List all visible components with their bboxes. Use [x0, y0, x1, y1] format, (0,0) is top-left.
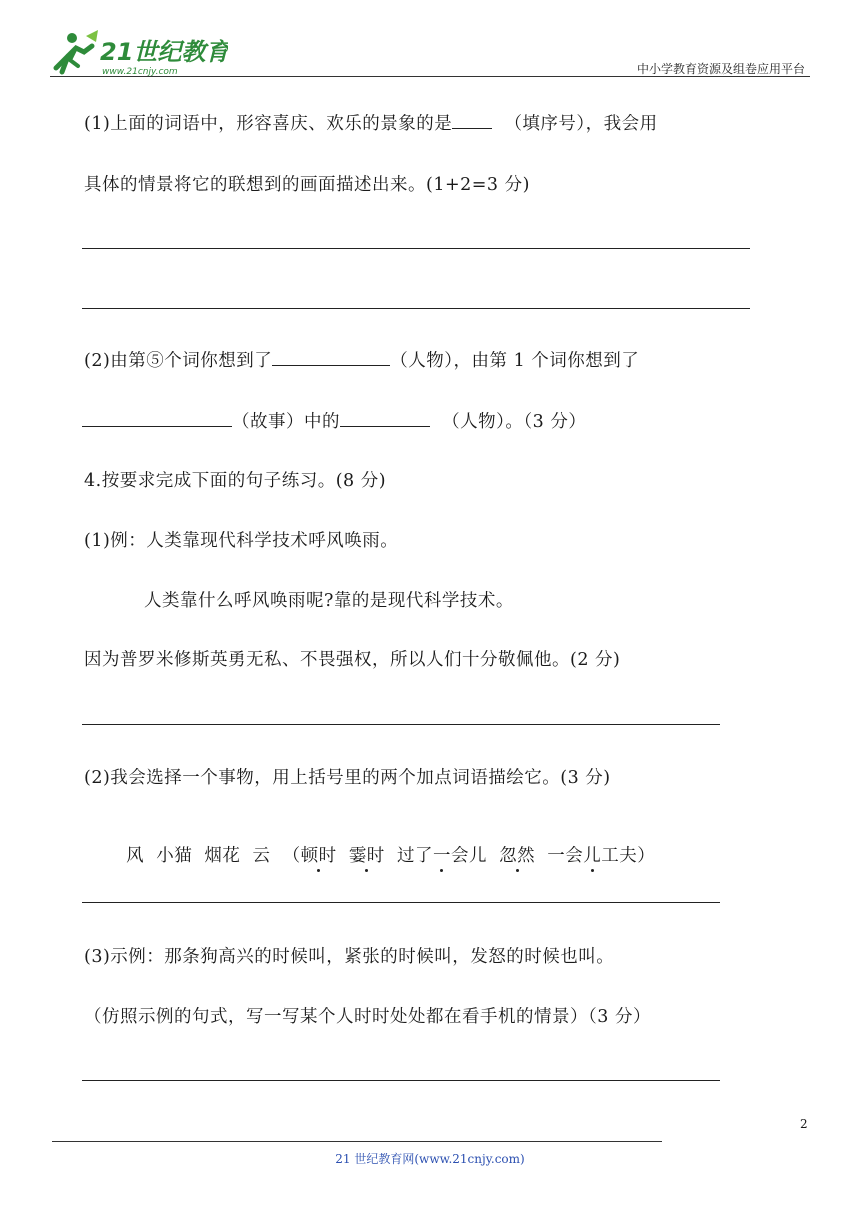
logo-text: 21世纪教育 [100, 38, 228, 66]
answer-line[interactable] [82, 248, 750, 249]
dotted-word: 过了一会儿 [396, 846, 487, 866]
answer-line[interactable] [82, 308, 750, 309]
q4-2-task: (2)我会选择一个事物，用上括号里的两个加点词语描绘它。(3 分) [84, 768, 611, 788]
q4-1-task: 因为普罗米修斯英勇无私、不畏强权，所以人们十分敬佩他。(2 分) [84, 650, 621, 670]
q4-2-words: 风 小猫 烟花 云 （顿时 霎时 过了一会儿 忽然 一会儿工夫） [126, 846, 656, 866]
q3-1-line2: 具体的情景将它的联想到的画面描述出来。(1+2=3 分) [84, 175, 530, 195]
q4-1-rewrite: 人类靠什么呼风唤雨呢?靠的是现代科学技术。 [144, 591, 514, 611]
thing-options: 风 小猫 烟花 云 [126, 846, 271, 866]
answer-blank[interactable] [82, 425, 232, 427]
q4-3-example: (3)示例：那条狗高兴的时候叫，紧张的时候叫，发怒的时候也叫。 [84, 947, 615, 967]
answer-blank[interactable] [340, 425, 430, 427]
answer-blank[interactable] [272, 364, 390, 366]
runner-icon [56, 30, 98, 72]
dotted-word: 顿时 [300, 846, 337, 866]
q3-1-line1: (1)上面的词语中，形容喜庆、欢乐的景象的是 （填序号），我会用 [84, 114, 658, 134]
logo-url: www.21cnjy.com [102, 67, 178, 77]
answer-line[interactable] [82, 724, 720, 725]
q3-2-line1: (2)由第⑤个词你想到了 （人物），由第 1 个词你想到了 [84, 351, 640, 371]
answer-blank[interactable] [452, 127, 492, 129]
footer-divider [52, 1141, 662, 1142]
header-divider [50, 76, 810, 77]
platform-name: 中小学教育资源及组卷应用平台 [636, 62, 805, 76]
q4-title: 4.按要求完成下面的句子练习。(8 分) [84, 471, 387, 491]
dotted-word: 忽然 [499, 846, 536, 866]
site-logo [48, 28, 228, 78]
q4-3-task: （仿照示例的句式，写一写某个人时时处处都在看手机的情景）（3 分） [84, 1007, 651, 1027]
dotted-word: 一会儿工夫 [547, 846, 638, 866]
footer-link[interactable]: 21 世纪教育网(www.21cnjy.com) [335, 1152, 525, 1166]
answer-line[interactable] [82, 1080, 720, 1081]
answer-line[interactable] [82, 902, 720, 903]
q4-1-example: (1)例：人类靠现代科学技术呼风唤雨。 [84, 531, 399, 551]
q3-2-line2: （故事）中的 （人物）。（3 分） [82, 408, 586, 433]
dotted-word: 霎时 [348, 846, 385, 866]
page-number: 2 [800, 1117, 808, 1131]
